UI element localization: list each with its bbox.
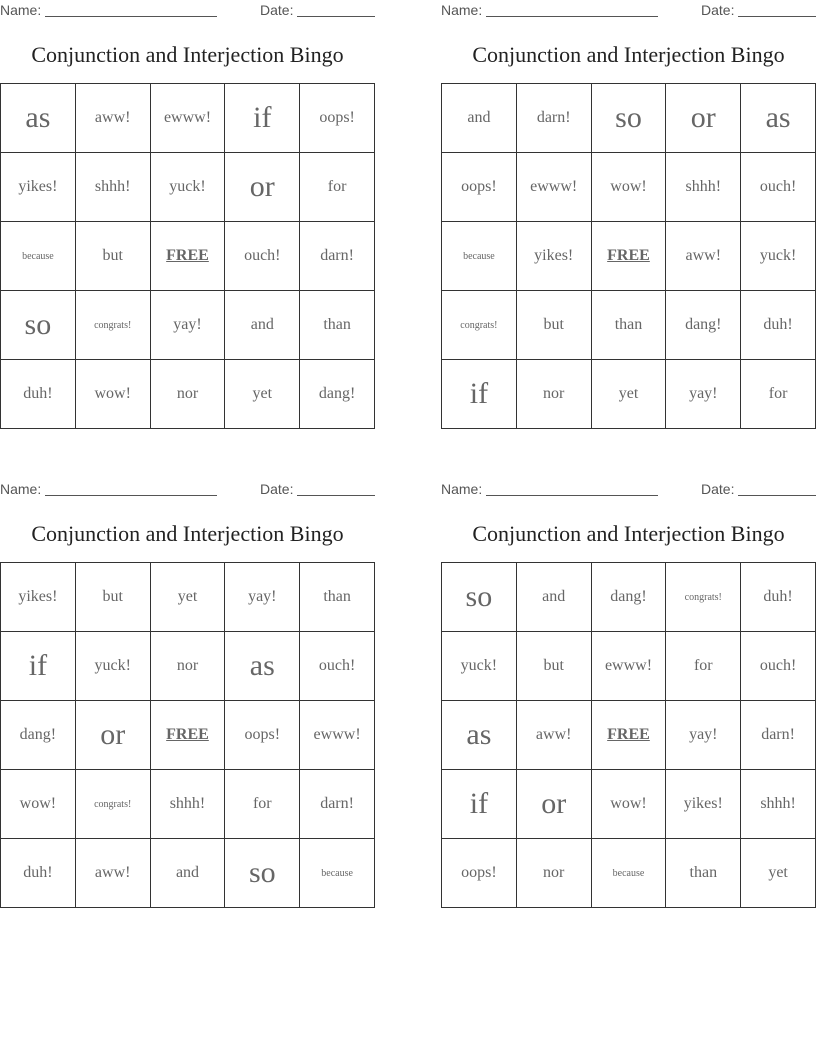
name-date-row [441,0,816,22]
bingo-cell: ouch! [225,222,300,291]
bingo-cell: yet [591,360,666,429]
bingo-cell: aww! [516,701,591,770]
bingo-cell: because [442,222,517,291]
bingo-cell: if [442,770,517,839]
bingo-cell: yay! [666,701,741,770]
bingo-cell: dang! [300,360,375,429]
bingo-cell: nor [516,839,591,908]
name-label: Name: [0,2,42,18]
bingo-row [1,563,375,632]
bingo-cell: if [1,632,76,701]
bingo-cell: oops! [442,839,517,908]
bingo-cell: but [516,291,591,360]
free-space: FREE [591,222,666,291]
name-label: Name: [441,481,483,497]
bingo-grid [0,562,375,908]
name-blank [486,16,658,17]
bingo-cell: if [442,360,517,429]
date-label: Date: [260,2,294,18]
free-space: FREE [591,701,666,770]
bingo-row [1,632,375,701]
bingo-cell: oops! [442,153,517,222]
bingo-row [442,839,816,908]
bingo-cell: wow! [1,770,76,839]
bingo-cell: or [666,84,741,153]
bingo-cell: darn! [300,222,375,291]
bingo-cell: yay! [150,291,225,360]
bingo-row [1,701,375,770]
bingo-cell: dang! [591,563,666,632]
bingo-cell: than [300,291,375,360]
date-blank [738,16,816,17]
bingo-row [442,153,816,222]
bingo-cell: so [591,84,666,153]
bingo-cell: shhh! [150,770,225,839]
bingo-cell: darn! [516,84,591,153]
bingo-cell: so [225,839,300,908]
bingo-cell: and [516,563,591,632]
bingo-cell: if [225,84,300,153]
date-blank [297,495,375,496]
name-label: Name: [0,481,42,497]
name-label: Name: [441,2,483,18]
bingo-cell: nor [150,632,225,701]
bingo-cell: wow! [591,770,666,839]
bingo-cell: because [591,839,666,908]
bingo-cell: as [1,84,76,153]
bingo-cell: so [442,563,517,632]
bingo-cell: oops! [300,84,375,153]
card-title: Conjunction and Interjection Bingo [472,521,785,546]
bingo-cell: congrats! [75,291,150,360]
bingo-cell: darn! [300,770,375,839]
bingo-cell: aww! [666,222,741,291]
bingo-cell: aww! [75,839,150,908]
bingo-cell: than [591,291,666,360]
bingo-cell: yikes! [1,153,76,222]
bingo-cell: dang! [666,291,741,360]
card-title: Conjunction and Interjection Bingo [31,521,344,546]
bingo-cell: congrats! [666,563,741,632]
bingo-cell: yikes! [1,563,76,632]
bingo-cell: yet [741,839,816,908]
bingo-cell: yet [225,360,300,429]
bingo-cell: nor [150,360,225,429]
bingo-cell: ouch! [300,632,375,701]
bingo-row [1,360,375,429]
bingo-cell: but [75,563,150,632]
bingo-cell: because [300,839,375,908]
bingo-cell: as [225,632,300,701]
bingo-row [1,153,375,222]
name-date-row [0,0,375,22]
bingo-cell: duh! [741,563,816,632]
free-space: FREE [150,701,225,770]
bingo-row [1,770,375,839]
bingo-card [441,0,816,429]
bingo-cell: ewww! [516,153,591,222]
bingo-cell: or [75,701,150,770]
bingo-card [0,479,375,908]
bingo-cell: but [516,632,591,701]
bingo-cell: and [442,84,517,153]
bingo-cell: as [741,84,816,153]
date-label: Date: [260,481,294,497]
name-date-row [441,479,816,501]
bingo-cell: nor [516,360,591,429]
bingo-cell: wow! [75,360,150,429]
bingo-cell: or [225,153,300,222]
bingo-cell: for [741,360,816,429]
bingo-row [442,563,816,632]
bingo-cell: than [300,563,375,632]
date-label: Date: [701,2,735,18]
date-label: Date: [701,481,735,497]
bingo-row [1,291,375,360]
bingo-cell: so [1,291,76,360]
bingo-row [1,84,375,153]
bingo-grid [441,83,816,429]
bingo-cell: yuck! [741,222,816,291]
bingo-cell: oops! [225,701,300,770]
card-title: Conjunction and Interjection Bingo [472,42,785,67]
bingo-cell: yuck! [75,632,150,701]
bingo-cell: congrats! [442,291,517,360]
bingo-row [1,839,375,908]
bingo-cell: for [225,770,300,839]
bingo-cell: shhh! [741,770,816,839]
bingo-cell: wow! [591,153,666,222]
card-title: Conjunction and Interjection Bingo [31,42,344,67]
bingo-cell: for [666,632,741,701]
bingo-row [1,222,375,291]
name-blank [486,495,658,496]
bingo-cell: or [516,770,591,839]
bingo-cell: dang! [1,701,76,770]
bingo-cell: duh! [741,291,816,360]
bingo-grid [441,562,816,908]
bingo-cell: ewww! [150,84,225,153]
bingo-cell: yay! [666,360,741,429]
bingo-cell: congrats! [75,770,150,839]
bingo-cell: yet [150,563,225,632]
bingo-cell: darn! [741,701,816,770]
bingo-cell: ouch! [741,153,816,222]
bingo-cell: as [442,701,517,770]
bingo-row [442,770,816,839]
bingo-cell: and [225,291,300,360]
bingo-cell: and [150,839,225,908]
date-blank [738,495,816,496]
bingo-cell: ewww! [591,632,666,701]
free-space: FREE [150,222,225,291]
bingo-cell: duh! [1,360,76,429]
bingo-cell: yay! [225,563,300,632]
bingo-cell: ewww! [300,701,375,770]
bingo-card [0,0,375,429]
bingo-cell: duh! [1,839,76,908]
bingo-cell: because [1,222,76,291]
bingo-row [442,632,816,701]
bingo-row [442,291,816,360]
bingo-row [442,222,816,291]
bingo-row [442,84,816,153]
bingo-cell: than [666,839,741,908]
bingo-cell: ouch! [741,632,816,701]
name-blank [45,495,217,496]
bingo-cell: for [300,153,375,222]
bingo-cell: shhh! [666,153,741,222]
bingo-card [441,479,816,908]
bingo-cell: yuck! [442,632,517,701]
bingo-cell: yikes! [516,222,591,291]
bingo-cell: shhh! [75,153,150,222]
bingo-row [442,360,816,429]
bingo-grid [0,83,375,429]
bingo-cell: but [75,222,150,291]
bingo-cell: aww! [75,84,150,153]
bingo-cell: yikes! [666,770,741,839]
bingo-row [442,701,816,770]
date-blank [297,16,375,17]
name-blank [45,16,217,17]
bingo-cell: yuck! [150,153,225,222]
name-date-row [0,479,375,501]
